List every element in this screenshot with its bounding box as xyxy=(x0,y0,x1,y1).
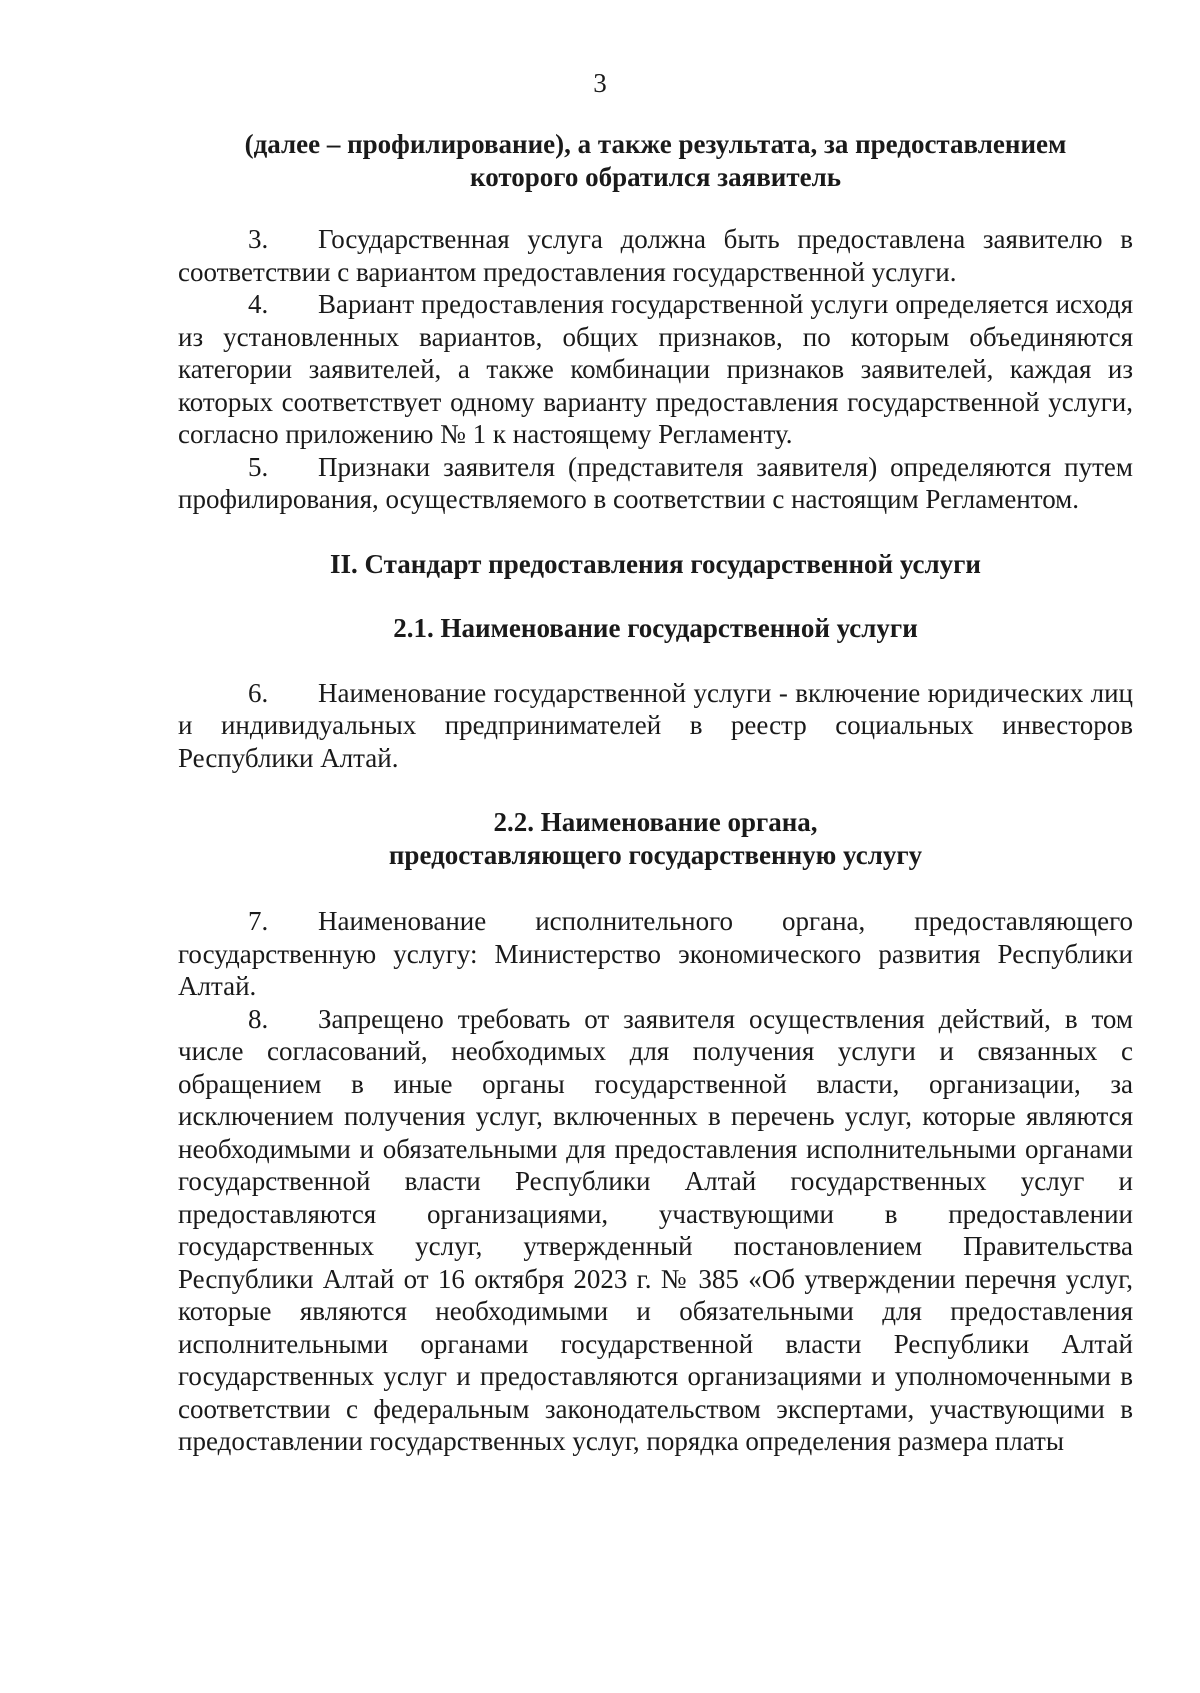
paragraph-number: 6. xyxy=(248,677,269,708)
paragraph-number: 5. xyxy=(248,451,269,482)
paragraph-number: 8. xyxy=(248,1003,269,1034)
subsection-heading-line: 2.2. Наименование органа, xyxy=(493,807,818,837)
paragraph-number: 4. xyxy=(248,289,269,319)
intro-heading-line: которого обратился заявитель xyxy=(470,161,841,192)
intro-heading-line: (далее – профилирование), а также результата, за предоставлением xyxy=(244,129,1067,159)
paragraph-6 xyxy=(178,677,1133,775)
document-body xyxy=(178,128,1133,1458)
intro-heading xyxy=(178,128,1133,193)
paragraph-8 xyxy=(178,1003,1133,1458)
paragraph-3 xyxy=(178,223,1133,288)
paragraph-text: Запрещено требовать от заявителя осуществления действий, в том числе согласований, необходимых для получения услуги и связанных с обращением в иные органы государственной власти, организации, за исключением получения услуг, включенных в перечень услуг, которые являются необходимыми и обязательными для предоставления исполнительными органами государственной власти Республики Алтай государственных услуг и предоставляются организациями, участвующими в предоставлении государственных услуг, утвержденный постановлением Правительства Республики Алтай от 16 октября 2023 г. № 385 «Об утверждении перечня услуг, которые являются необходимыми и обязательными для предоставления исполнительными органами государственной власти Республики Алтай государственных услуг и предоставляются организациями и уполномоченными в соответствии с федеральным законодательством экспертами, участвующими в предоставлении государственных услуг, порядка определения размера платы xyxy=(178,1003,1133,1456)
paragraph-5 xyxy=(178,451,1133,516)
page-number: 3 xyxy=(593,68,607,98)
paragraph-text: Наименование государственной услуги - включение юридических лиц и индивидуальных предпринимателей в реестр социальных инвесторов Республики Алтай. xyxy=(178,677,1133,773)
subsection-heading-2-2 xyxy=(178,806,1133,871)
paragraph-text: Признаки заявителя (представителя заявителя) определяются путем профилирования, осуществляемого в соответствии с настоящим Регламентом. xyxy=(178,451,1133,514)
subsection-heading-line: предоставляющего государственную услугу xyxy=(388,839,923,870)
paragraph-number: 7. xyxy=(248,906,269,936)
paragraph-text: Вариант предоставления государственной услуги определяется исходя из установленных вариантов, общих признаков, по которым объединяются категории заявителей, а также комбинации признаков заявителей, каждая из которых соответствует одному варианту предоставления государственной услуги, согласно приложению № 1 к настоящему Регламенту. xyxy=(178,289,1133,449)
subsection-heading-2-1: 2.1. Наименование государственной услуги xyxy=(393,613,918,643)
section-heading: II. Стандарт предоставления государственной услуги xyxy=(330,548,981,579)
paragraph-number: 3. xyxy=(248,224,269,254)
paragraph-text: Наименование исполнительного органа, предоставляющего государственную услугу: Министерство экономического развития Республики Алтай. xyxy=(178,906,1133,1001)
paragraph-7 xyxy=(178,905,1133,1003)
paragraph-text: Государственная услуга должна быть предоставлена заявителю в соответствии с вариантом предоставления государственной услуги. xyxy=(178,224,1133,287)
paragraph-4 xyxy=(178,288,1133,451)
